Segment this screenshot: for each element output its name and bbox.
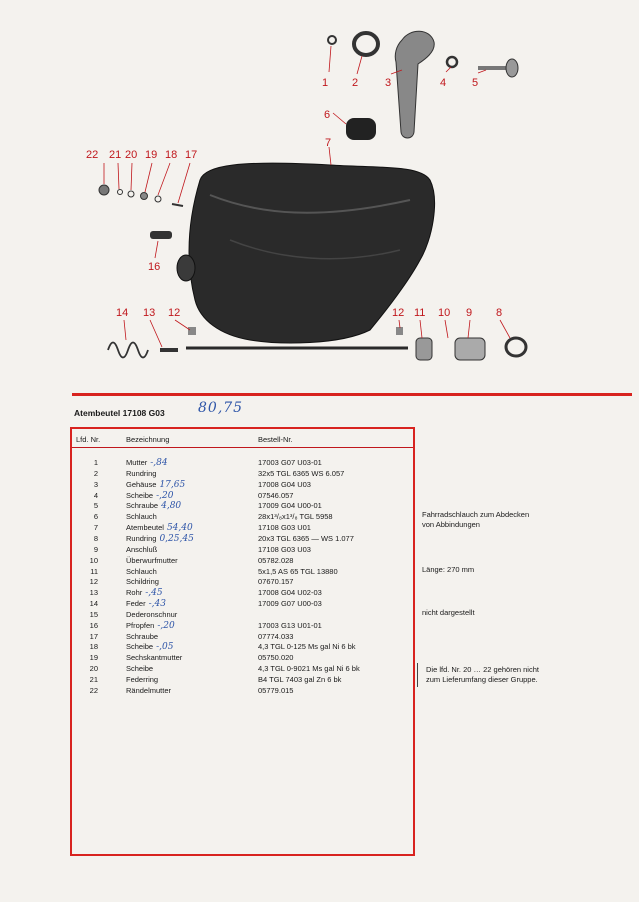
- hose-part: [346, 118, 376, 140]
- table-row: [72, 609, 413, 620]
- table-row: [72, 555, 413, 566]
- screw-head: [506, 59, 518, 77]
- callout-4: 4: [440, 77, 447, 89]
- row-bestell-nr: 17008 G04 U03: [258, 479, 311, 489]
- row-bestell-nr: 5x1,5 AS 65 TGL 13880: [258, 566, 338, 576]
- row-bestell-nr: 28x1³/₈x1³/₈ TGL 5958: [258, 512, 333, 522]
- callout-2: 2: [352, 77, 359, 89]
- row-bestell-nr: 17108 G03 U01: [258, 523, 311, 533]
- union-nut-part: [416, 338, 432, 360]
- row-bestell-nr: 17108 G03 U03: [258, 544, 311, 554]
- row-bestell-nr: 17009 G04 U00-01: [258, 501, 322, 511]
- row-bestell-nr: 17003 G07 U03-01: [258, 458, 322, 467]
- table-row: [72, 620, 413, 631]
- row-nr: 22: [89, 685, 98, 695]
- row-nr: 21: [89, 675, 98, 684]
- spring-washer-part: [118, 190, 123, 195]
- knurled-nut-part: [99, 185, 109, 195]
- row-nr: 3: [93, 479, 98, 489]
- spring-part: [108, 343, 148, 358]
- table-header: [72, 429, 413, 448]
- table-row: [72, 631, 413, 642]
- callout-22: 22: [86, 149, 99, 161]
- nut-part: [328, 36, 336, 44]
- table-row: [72, 511, 413, 522]
- row-nr: 18: [89, 642, 98, 652]
- row-bestell-nr: 07774.033: [258, 631, 294, 641]
- row-nr: 1: [93, 458, 98, 467]
- row-nr: 15: [89, 609, 98, 619]
- side-note-20-22: Die lfd. Nr. 20 … 22 gehören nicht zum Lieferumfang dieser Gruppe.: [426, 665, 539, 684]
- row-bezeichnung: Schraube: [126, 631, 159, 641]
- header-lfd-nr: Lfd. Nr.: [76, 435, 101, 444]
- row-bezeichnung: Schlauch: [126, 512, 157, 522]
- callout-20: 20: [125, 149, 138, 161]
- table-row: [72, 468, 413, 479]
- row-nr: 2: [93, 468, 98, 478]
- callout-11: 11: [414, 307, 426, 319]
- connector-part: [455, 338, 485, 360]
- row-bestell-nr: 32x5 TGL 6365 WS 6.057: [258, 468, 345, 478]
- row-nr: 12: [89, 577, 98, 587]
- callout-5: 5: [472, 77, 479, 89]
- row-bestell-nr: 20x3 TGL 6365 — WS 1.077: [258, 533, 354, 543]
- handwritten-note: -,43: [148, 599, 166, 610]
- handwritten-note: 17,65: [159, 479, 186, 490]
- table-row: [72, 479, 413, 490]
- o-ring-part: [506, 338, 526, 356]
- row-bezeichnung: Dederonschnur: [126, 609, 178, 619]
- row-bezeichnung: Pfropfen -,20: [126, 620, 175, 631]
- row-bezeichnung: Überwurfmutter: [126, 555, 178, 565]
- housing-part: [395, 31, 434, 138]
- table-row: [72, 652, 413, 663]
- row-bezeichnung: Federring: [126, 675, 159, 684]
- table-row: [72, 500, 413, 511]
- callout-6: 6: [324, 109, 331, 121]
- row-nr: 13: [89, 588, 98, 598]
- table-row: [72, 576, 413, 587]
- row-bestell-nr: 07670.157: [258, 577, 294, 587]
- sign-ring-part: [396, 327, 403, 335]
- handwritten-note: -,20: [157, 620, 175, 631]
- handwritten-note: 54,40: [166, 523, 193, 534]
- callout-21: 21: [109, 149, 122, 161]
- row-nr: 9: [93, 544, 98, 554]
- handwritten-note: -,20: [156, 490, 174, 501]
- row-nr: 11: [90, 566, 98, 576]
- exploded-parts-diagram: [0, 0, 639, 400]
- table-row: [72, 457, 413, 468]
- hex-nut-part: [141, 193, 148, 200]
- screw-part: [172, 204, 183, 206]
- callout-14: 14: [116, 307, 129, 319]
- row-nr: 14: [89, 599, 98, 609]
- callout-13: 13: [143, 307, 156, 319]
- row-bestell-nr: B4 TGL 7403 gal Zn 6 bk: [258, 675, 342, 684]
- row-bezeichnung: Rändelmutter: [126, 685, 172, 695]
- row-bestell-nr: 05782.028: [258, 555, 294, 565]
- row-bezeichnung: Scheibe -,20: [126, 490, 174, 501]
- callout-7: 7: [325, 137, 332, 149]
- handwritten-note: -,84: [150, 458, 168, 468]
- table-row: [72, 522, 413, 533]
- callout-10: 10: [438, 307, 451, 319]
- table-row: [72, 598, 413, 609]
- row-bestell-nr: 05779.015: [258, 685, 294, 695]
- row-bezeichnung: Schlauch: [126, 566, 157, 576]
- table-row: [72, 641, 413, 652]
- plug-part: [150, 231, 172, 239]
- bag-port: [177, 255, 195, 281]
- table-row: [72, 685, 413, 696]
- row-bestell-nr: 4,3 TGL 0-9021 Ms gal Ni 6 bk: [258, 664, 360, 674]
- row-bezeichnung: Scheibe: [126, 664, 154, 674]
- callout-18: 18: [165, 149, 178, 161]
- row-nr: 16: [89, 620, 98, 630]
- row-bezeichnung: Schildring: [126, 577, 159, 587]
- table-row: [72, 587, 413, 598]
- row-nr: 19: [89, 653, 98, 663]
- row-nr: 6: [93, 512, 98, 522]
- table-row: [72, 533, 413, 544]
- assembly-heading: Atembeutel 17108 G03: [74, 408, 165, 418]
- header-bestell-nr: Bestell-Nr.: [258, 435, 293, 444]
- callout-3: 3: [385, 77, 392, 89]
- row-bestell-nr: 17003 G13 U01-01: [258, 620, 322, 630]
- row-bezeichnung: Rundring 0,25,45: [126, 533, 194, 544]
- row-bezeichnung: Schraube 4,80: [126, 501, 182, 512]
- row-nr: 10: [89, 555, 98, 565]
- row-bezeichnung: Feder -,43: [126, 599, 166, 610]
- handwritten-note: 0,25,45: [159, 533, 194, 544]
- row-bestell-nr: 17009 G07 U00-03: [258, 599, 322, 609]
- row-nr: 4: [93, 490, 98, 500]
- row-nr: 8: [93, 533, 98, 543]
- row-bezeichnung: Anschluß: [126, 544, 158, 554]
- callout-8: 8: [496, 307, 503, 319]
- washer-part: [155, 196, 161, 202]
- side-note-15: nicht dargestellt: [422, 608, 475, 617]
- handwritten-note: 4,80: [161, 501, 182, 512]
- callout-16: 16: [148, 261, 161, 273]
- row-bestell-nr: 05750.020: [258, 653, 294, 663]
- callout-9: 9: [466, 307, 473, 319]
- table-row: [72, 544, 413, 555]
- row-bestell-nr: 07546.057: [258, 490, 294, 500]
- row-bezeichnung: Rundring: [126, 468, 157, 478]
- row-bezeichnung: Gehäuse 17,65: [126, 479, 186, 490]
- handwritten-note: -,05: [156, 642, 174, 653]
- row-nr: 20: [89, 664, 98, 674]
- handwritten-note: -,45: [145, 588, 163, 599]
- table-row: [72, 674, 413, 685]
- row-bezeichnung: Mutter -,84: [126, 458, 168, 468]
- table-row: [72, 566, 413, 577]
- callout-17: 17: [185, 149, 198, 161]
- washer-part: [447, 57, 457, 67]
- note-bracket: [417, 663, 418, 687]
- table-row: [72, 490, 413, 501]
- row-nr: 17: [89, 631, 98, 641]
- row-nr: 7: [93, 523, 98, 533]
- callout-12-right: 12: [392, 307, 405, 319]
- row-bezeichnung: Sechskantmutter: [126, 653, 183, 663]
- row-bezeichnung: Atembeutel 54,40: [126, 523, 193, 534]
- row-bezeichnung: Scheibe -,05: [126, 642, 174, 653]
- row-bestell-nr: 4,3 TGL 0-125 Ms gal Ni 6 bk: [258, 642, 356, 652]
- row-nr: 5: [93, 501, 98, 511]
- side-note-6: Fahrradschlauch zum Abdecken von Abbindungen: [422, 510, 530, 529]
- row-bezeichnung: Rohr -,45: [126, 588, 163, 599]
- parts-table: [70, 427, 415, 856]
- header-bezeichnung: Bezeichnung: [126, 435, 170, 444]
- washer-part: [128, 191, 134, 197]
- sign-ring-part: [188, 327, 196, 335]
- o-ring-part: [354, 33, 378, 55]
- callout-19: 19: [145, 149, 158, 161]
- handwritten-price: 80,75: [198, 400, 244, 416]
- callout-1: 1: [322, 77, 329, 89]
- side-note-11: Länge: 270 mm: [422, 565, 475, 574]
- callout-12-left: 12: [168, 307, 181, 319]
- table-row: [72, 663, 413, 674]
- row-bestell-nr: 17008 G04 U02-03: [258, 588, 322, 598]
- section-divider: [72, 393, 632, 396]
